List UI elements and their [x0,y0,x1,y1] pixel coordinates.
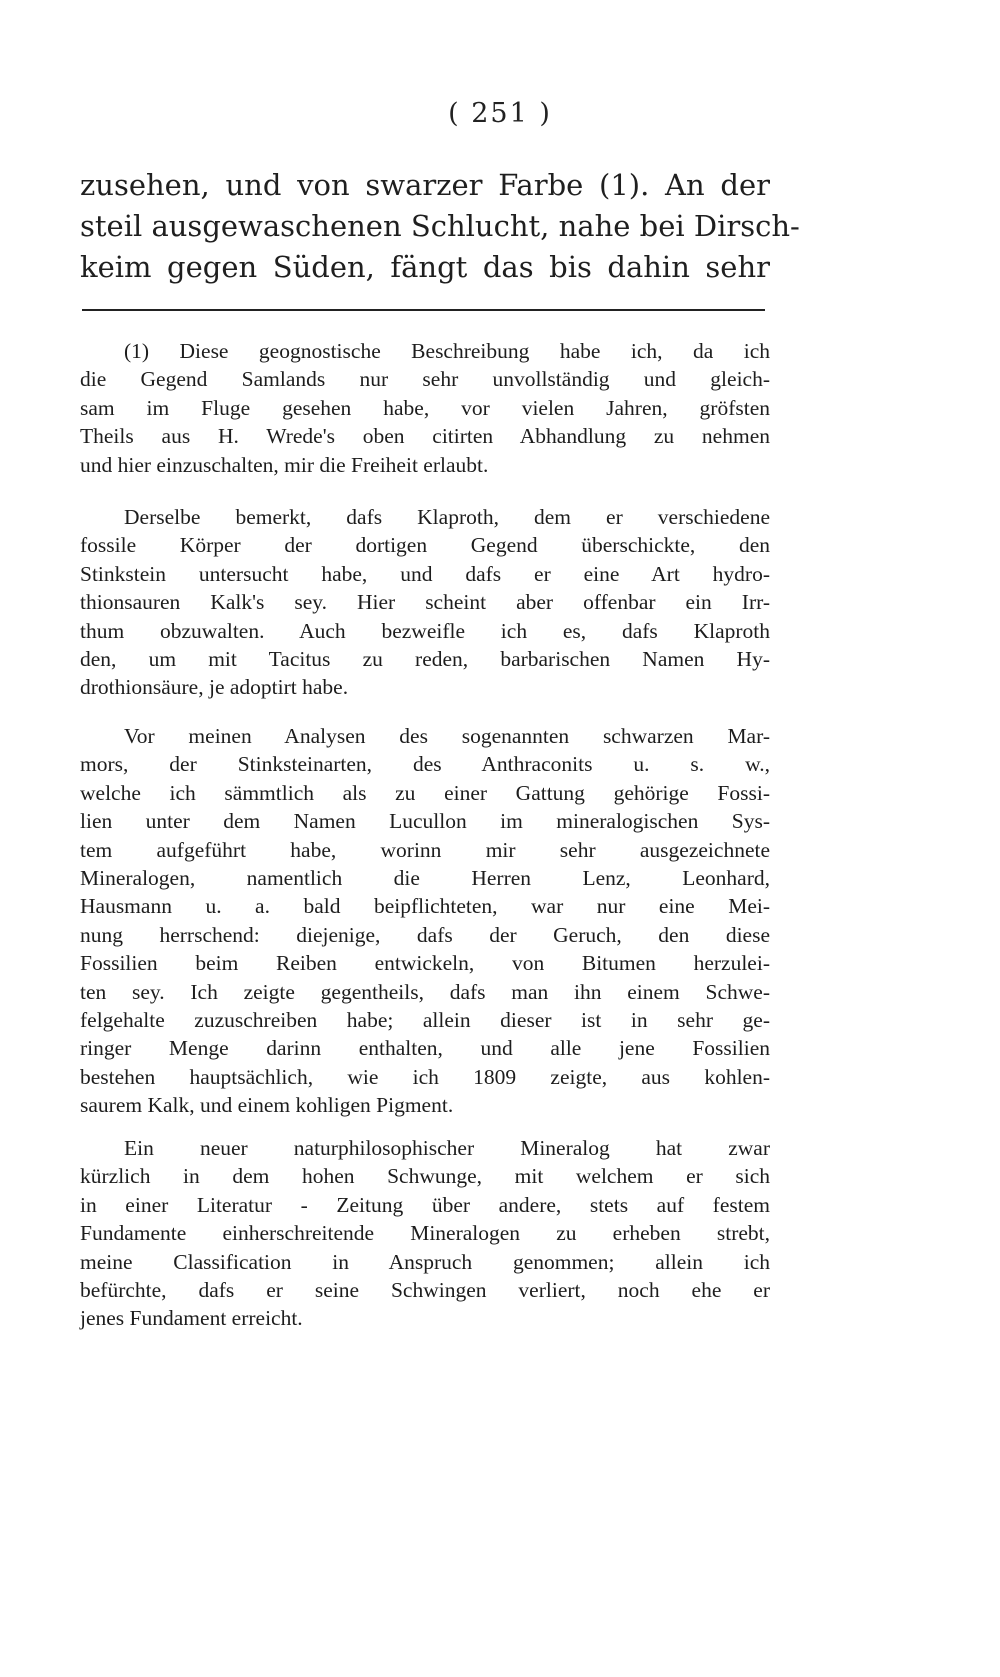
paragraph-line: thum obzuwalten. Auch bezweifle ich es, dafs Klaproth [80,618,770,643]
paragraph [80,722,770,1120]
paragraph-line: ten sey. Ich zeigte gegentheils, dafs man ihn einem Schwe- [80,979,770,1004]
paragraph-line: befürchte, dafs er seine Schwingen verliert, noch ehe er [80,1278,770,1303]
footnote-line: Theils aus H. Wrede's oben citirten Abhandlung zu nehmen [80,424,770,449]
main-line: zusehen, und von swarzer Farbe (1). An der [80,168,770,202]
main-line: keim gegen Süden, fängt das bis dahin sehr [80,250,770,284]
paragraph-line: drothionsäure, je adoptirt habe. [80,675,349,700]
paragraph-line: Fossilien beim Reiben entwickeln, von Bitumen herzulei- [80,951,770,976]
paragraph-line: Ein neuer naturphilosophischer Mineralog hat zwar [124,1136,770,1160]
paragraph-line: lien unter dem Namen Lucullon im mineralogischen Sys- [80,809,770,834]
footnote-line: (1) Diese geognostische Beschreibung habe ich, da ich [124,339,770,363]
footnote [80,337,770,479]
footnote-line: und hier einzuschalten, mir die Freiheit erlaubt. [80,452,489,477]
paragraph-line: bestehen hauptsächlich, wie ich 1809 zeigte, aus kohlen- [80,1064,770,1089]
page-number: ( 251 ) [448,98,552,129]
paragraph-line: kürzlich in dem hohen Schwunge, mit welchem er sich [80,1164,770,1189]
main-line: steil ausgewaschenen Schlucht, nahe bei Dirsch- [80,209,800,243]
paragraph-line: saurem Kalk, und einem kohligen Pigment. [80,1093,454,1118]
paragraph-line: fossile Körper der dortigen Gegend überschickte, den [80,533,770,558]
paragraph-line: tem aufgeführt habe, worinn mir sehr ausgezeichnete [80,837,770,862]
footnote-line: sam im Fluge gesehen habe, vor vielen Jahren, gröfsten [80,395,770,420]
paragraph-line: jenes Fundament erreicht. [80,1306,303,1331]
paragraph-line: Derselbe bemerkt, dafs Klaproth, dem er verschiedene [124,505,770,529]
paragraph-line: welche ich sämmtlich als zu einer Gattung gehörige Fossi- [80,780,770,805]
paragraph-line: meine Classification in Anspruch genommen; allein ich [80,1249,770,1274]
paragraph-line: nung herrschend: diejenige, dafs der Geruch, den diese [80,922,770,947]
footnote-divider [82,309,765,311]
paragraph-line: thionsauren Kalk's sey. Hier scheint aber offenbar ein Irr- [80,590,770,615]
paragraph-line: Fundamente einherschreitende Mineralogen zu erheben strebt, [80,1221,770,1246]
paragraph-line: Hausmann u. a. bald beipflichteten, war nur eine Mei- [80,894,770,919]
paragraph-line: Stinkstein untersucht habe, und dafs er eine Art hydro- [80,561,770,586]
paragraph-line: in einer Literatur - Zeitung über andere, stets auf festem [80,1192,770,1217]
paragraph-line: mors, der Stinksteinarten, des Anthraconits u. s. w., [80,752,770,777]
paragraph-line: den, um mit Tacitus zu reden, barbarischen Namen Hy- [80,647,770,672]
paragraph-line: Vor meinen Analysen des sogenannten schwarzen Mar- [124,724,770,748]
paragraph [80,503,770,702]
paragraph [80,1134,770,1333]
paragraph-line: felgehalte zuzuschreiben habe; allein dieser ist in sehr ge- [80,1008,770,1033]
footnote-line: die Gegend Samlands nur sehr unvollständig und gleich- [80,367,770,392]
paragraph-line: Mineralogen, namentlich die Herren Lenz, Leonhard, [80,866,770,891]
paragraph-line: ringer Menge darinn enthalten, und alle jene Fossilien [80,1036,770,1061]
main-text [80,165,800,288]
